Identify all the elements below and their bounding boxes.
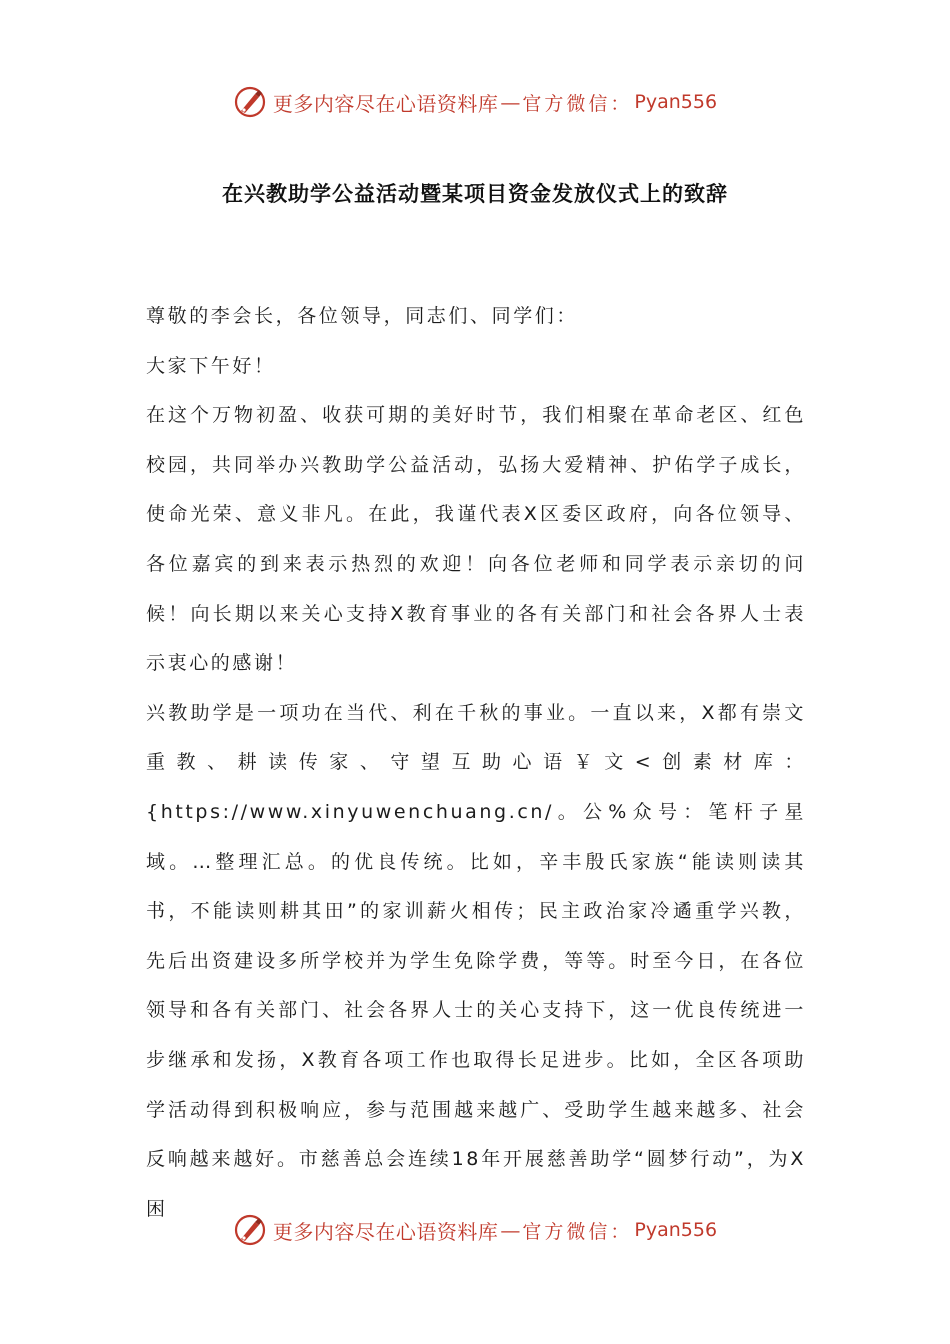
- pen-nib-logo-icon: [233, 1213, 267, 1247]
- banner-dash: —: [500, 90, 521, 114]
- body-paragraph: 兴教助学是一项功在当代、利在千秋的事业。一直以来，X都有崇文重教、耕读传家、守望互助心语￥文<创素材库：{https://www.xinyuwenchuang.cn/。公%众号：笔杆子星域。…整理汇总。的优良传统。比如，辛丰殷氏家族“能读则读其书，不能读则耕其田”的家训薪火相传；民主政治家冷遹重学兴教，先后出资建设多所学校并为学生免除学费，等等。时至今日，在各位领导和各有关部门、社会各界人士的关心支持下，这一优良传统进一步继承和发扬，X教育各项工作也取得长足进步。比如，全区各项助学活动得到积极响应，参与范围越来越广、受助学生越来越多、社会反响越来越好。市慈善总会连续18年开展慈善助学“圆梦行动”，为X困: [146, 701, 806, 1220]
- salutation-paragraph: 尊敬的李会长，各位领导，同志们、同学们：: [146, 305, 579, 327]
- banner-wechat-label: 官方微信：: [522, 1220, 633, 1243]
- header-watermark-banner: [0, 80, 950, 124]
- body-paragraph: 在这个万物初盈、收获可期的美好时节，我们相聚在革命老区、红色校园，共同举办兴教助学公益活动，弘扬大爱精神、护佑学子成长，使命光荣、意义非凡。在此，我谨代表X区委区政府，向各位领导、各位嘉宾的到来表示热烈的欢迎！向各位老师和同学表示亲切的问候！向长期以来关心支持X教育事业的各有关部门和社会各界人士表示衷心的感谢！: [146, 404, 806, 675]
- document-title: 在兴教助学公益活动暨某项目资金发放仪式上的致辞: [222, 182, 728, 206]
- pen-nib-logo-icon: [233, 85, 267, 119]
- banner-wechat-id: Pyan556: [634, 91, 718, 113]
- banner-main-text: 更多内容尽在心语资料库: [272, 91, 499, 116]
- banner-wechat-id: Pyan556: [634, 1219, 718, 1241]
- greeting-paragraph: 大家下午好！: [146, 354, 276, 377]
- document-body: [146, 292, 806, 1234]
- banner-dash: —: [500, 1218, 521, 1242]
- banner-main-text: 更多内容尽在心语资料库: [272, 1219, 499, 1244]
- footer-watermark-banner: [0, 1208, 950, 1252]
- banner-wechat-label: 官方微信：: [522, 92, 633, 115]
